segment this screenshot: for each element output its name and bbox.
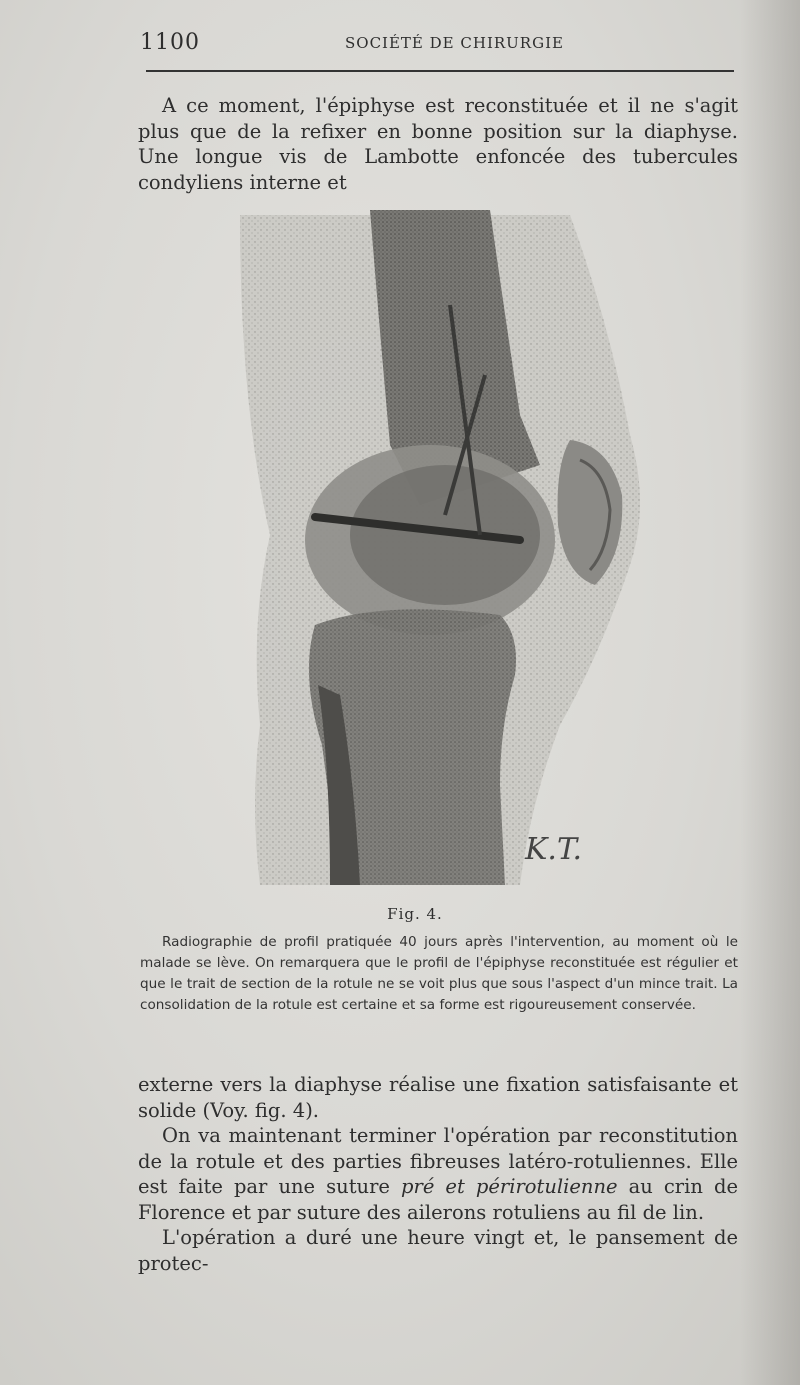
running-head: SOCIÉTÉ DE CHIRURGIE: [345, 34, 564, 52]
page-number: 1100: [140, 30, 200, 55]
top-paragraph: [138, 93, 738, 195]
bottom-paragraphs: [138, 1072, 738, 1276]
paragraph-text: A ce moment, l'épiphyse est reconstituée et il ne s'agit plus que de la refixer en bonne position sur la diaphyse. Une longue vis de Lambotte enfoncée des tubercules condyliens interne et: [138, 94, 738, 194]
paragraph-text-b: au crin de Florence et par suture des ailerons rotuliens au fil de lin.: [138, 1175, 738, 1224]
radiograph-illustration: [230, 205, 650, 890]
paragraph-duration: L'opération a duré une heure vingt et, le pansement de protec-: [138, 1226, 738, 1275]
header-rule: [146, 70, 734, 72]
caption-text: Radiographie de profil pratiquée 40 jours après l'intervention, au moment où le malade se lève. On remarquera que le profil de l'épiphyse reconstituée est régulier et que le trait de section de la rotule ne se voit plus que sous l'aspect d'un mince trait. La consolidation de la rotule est certaine et sa forme est rigoureusement conservée.: [140, 934, 738, 1013]
knee-radiograph-figure: [230, 205, 650, 890]
paragraph-continuation: externe vers la diaphyse réalise une fixation satisfaisante et solide (Voy. fig. 4).: [138, 1073, 738, 1122]
artist-signature: K.T.: [525, 832, 583, 867]
figure-label: Fig. 4.: [387, 905, 443, 923]
figure-caption: [140, 932, 738, 1016]
paragraph-reconstitution: [138, 1123, 738, 1225]
italic-term: pré et périrotulienne: [401, 1175, 618, 1198]
paragraph-text-a: On va maintenant terminer l'opération par reconstitution de la rotule et des parties fibreuses latéro-rotuliennes. Elle est faite par une suture: [138, 1124, 738, 1198]
page-header: [140, 30, 735, 60]
page-shadow: [740, 0, 800, 1385]
